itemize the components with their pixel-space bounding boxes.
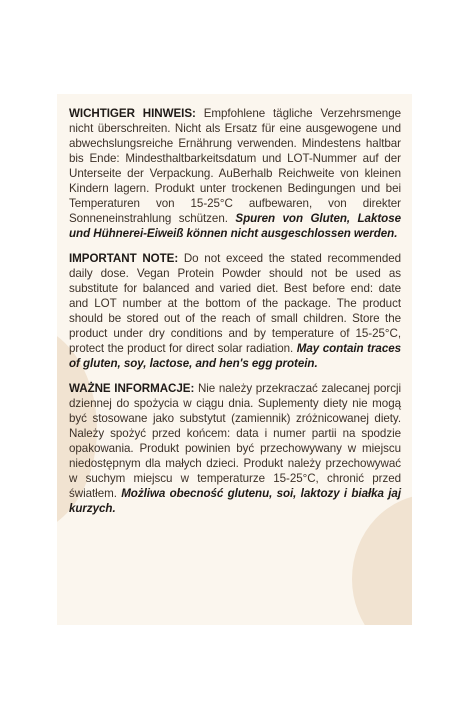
note-heading: WICHTIGER HINWEIS: — [69, 107, 196, 120]
note-body: Do not exceed the stated recommended daily dose. Vegan Protein Powder should not be used as substitute for balanced and varied diet. Best before end: date and LOT number at the bottom of the package. The product should be stored out of the reach of small children. Store the product under dry conditions and by temperature of 15-25°C, protect the product for direct solar radiation. — [69, 252, 402, 355]
note-english — [69, 251, 401, 371]
label-panel — [57, 94, 412, 625]
note-polish — [69, 381, 401, 516]
allergen-warning: May contain traces of gluten, soy, lactose, and hen's egg protein. — [69, 342, 402, 370]
note-heading: WAŻNE INFORMACJE: — [69, 382, 195, 395]
allergen-warning: Możliwa obecność glutenu, soi, laktozy i białka jaj kurzych. — [69, 487, 401, 515]
label-text-content — [69, 106, 401, 516]
note-body: Nie należy przekraczać zalecanej porcji dziennej do spożycia w ciągu dnia. Suplementy diety nie mogą być stosowane jako substytut (zamiennik) zróżnicowanej diety. Należy spożyć przed końcem: data i numer partii na spodzie opakowania. Produkt powinien być przechowywany w miejscu niedostępnym dla małych dzieci. Produkt należy przechowywać w suchym miejscu w temperaturze 15-25°C, chronić przed światłem. — [69, 382, 402, 500]
note-heading: IMPORTANT NOTE: — [69, 252, 179, 265]
allergen-warning: Spuren von Gluten, Laktose und Hühnerei-Eiweiß können nicht ausgeschlossen werden. — [69, 212, 401, 240]
note-german — [69, 106, 401, 241]
note-body: Empfohlene tägliche Verzehrsmenge nicht überschreiten. Nicht als Ersatz für eine ausgewogene und abwechslungsreiche Ernährung verwenden. Mindestens haltbar bis Ende: Mindesthaltbarkeitsdatum und LOT-Nummer auf der Unterseite der Verpackung. AuBerhalb Reichweite von kleinen Kindern lagern. Produkt unter trockenen Bedingungen und bei Temperaturen von 15-25°C aufbewaren, von direkter Sonneneinstrahlung schützen. — [69, 107, 401, 225]
